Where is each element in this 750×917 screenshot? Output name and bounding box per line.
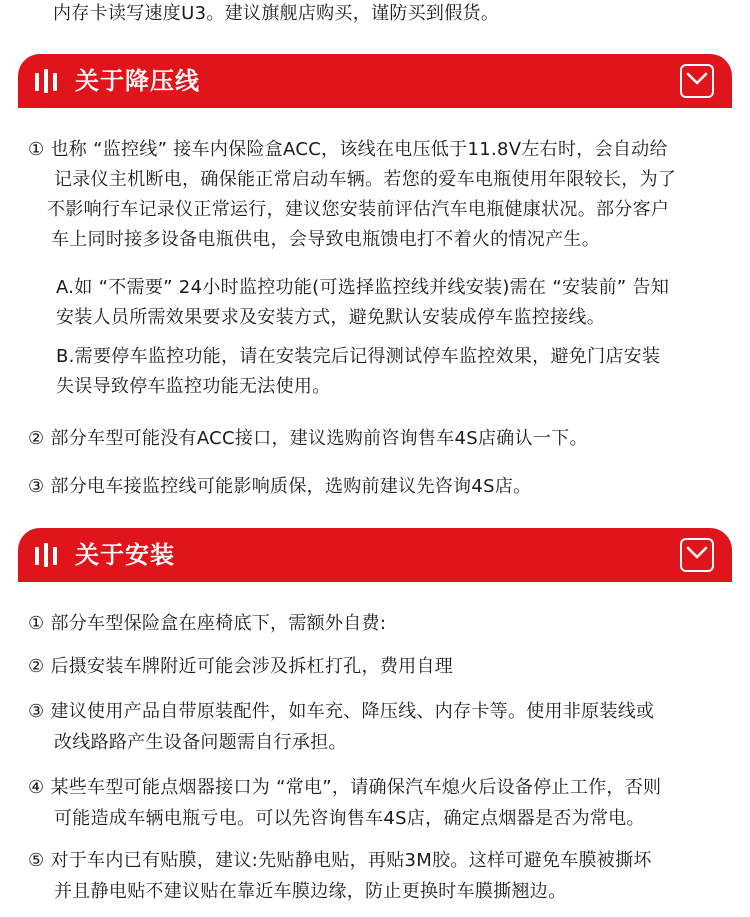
paragraph-line: 车上同时接多设备电瓶供电，会导致电瓶馈电打不着火的情况产生。 — [51, 229, 600, 250]
section-header-voltage-cable[interactable] — [18, 54, 732, 108]
paragraph-line: ③ 部分电车接监控线可能影响质保，选购前建议先咨询4S店。 — [28, 476, 532, 497]
paragraph-line: 失误导致停车监控功能无法使用。 — [56, 376, 331, 397]
paragraph-line: ① 也称 “监控线” 接车内保险盒ACC，该线在电压低于11.8V左右时，会自动给 — [28, 139, 668, 160]
bars-icon — [35, 543, 59, 567]
paragraph-line: A.如 “不需要” 24小时监控功能(可选择监控线并线安装)需在 “安装前” 告知 — [56, 277, 670, 298]
paragraph-line: 可能造成车辆电瓶亏电。可以先咨询售车4S店，确定点烟器是否为常电。 — [54, 808, 645, 829]
paragraph-line: ④ 某些车型可能点烟器接口为 “常电”，请确保汽车熄火后设备停止工作，否则 — [28, 777, 662, 798]
paragraph-line: 不影响行车记录仪正常运行，建议您安装前评估汽车电瓶健康状况。部分客户 — [47, 199, 670, 220]
paragraph-line: ① 部分车型保险盒在座椅底下，需额外自费: — [28, 613, 387, 634]
paragraph-line: ③ 建议使用产品自带原装配件，如车充、降压线、内存卡等。使用非原装线或 — [28, 701, 655, 722]
chevron-down-icon[interactable] — [680, 538, 714, 572]
paragraph-line: 记录仪主机断电，确保能正常启动车辆。若您的爱车电瓶使用年限较长，为了 — [54, 169, 677, 190]
section-title: 关于安装 — [75, 541, 175, 569]
paragraph-line: 安装人员所需效果要求及安装方式，避免默认安装成停车监控接线。 — [56, 307, 605, 328]
chevron-down-icon[interactable] — [680, 64, 714, 98]
section-header-installation[interactable] — [18, 528, 732, 582]
paragraph-line: ⑤ 对于车内已有贴膜，建议:先贴静电贴，再贴3M胶。这样可避免车膜被撕坏 — [28, 850, 652, 871]
section-title: 关于降压线 — [75, 67, 200, 95]
bars-icon — [35, 69, 59, 93]
paragraph-line: B.需要停车监控功能，请在安装完后记得测试停车监控效果，避免门店安装 — [56, 346, 661, 367]
intro-text: 内存卡读写速度U3。建议旗舰店购买，谨防买到假货。 — [53, 3, 500, 24]
paragraph-line: 改线路路产生设备问题需自行承担。 — [54, 732, 347, 753]
paragraph-line: ② 部分车型可能没有ACC接口，建议选购前咨询售车4S店确认一下。 — [28, 428, 588, 449]
paragraph-line: 并且静电贴不建议贴在靠近车膜边缘，防止更换时车膜撕翘边。 — [54, 881, 567, 902]
paragraph-line: ② 后摄安装车牌附近可能会涉及拆杠打孔，费用自理 — [28, 656, 454, 677]
